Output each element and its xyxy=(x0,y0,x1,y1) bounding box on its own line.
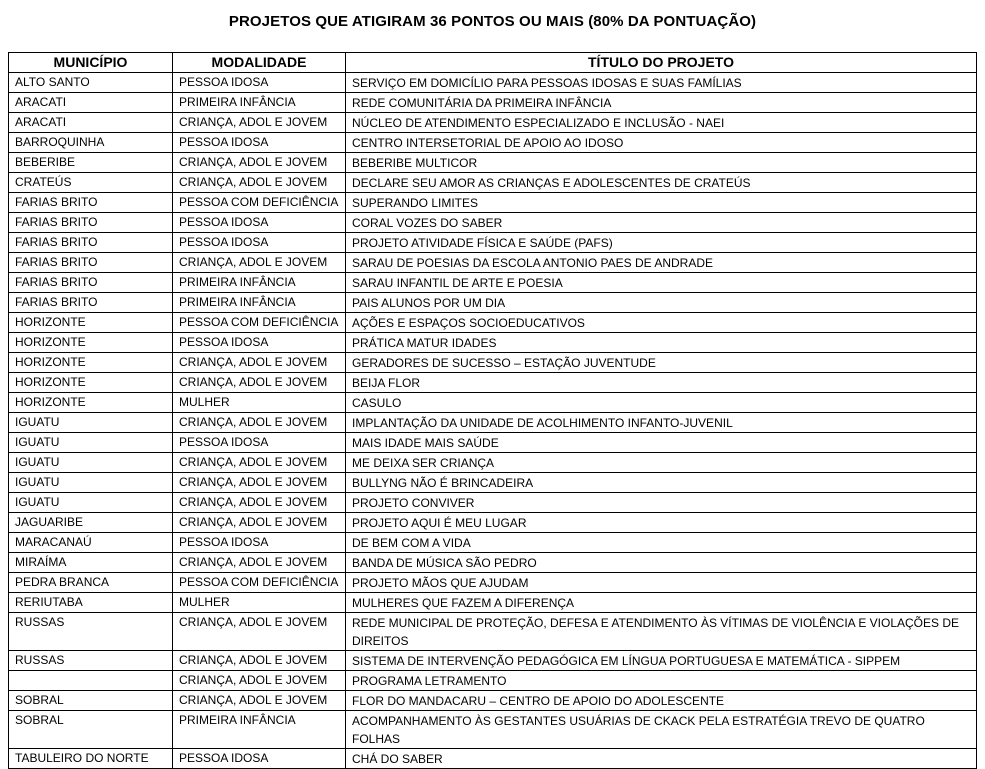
table-row xyxy=(9,593,977,613)
table-row xyxy=(9,533,977,553)
titulo-cell: PAIS ALUNOS POR UM DIA xyxy=(346,293,977,313)
titulo-cell: SERVIÇO EM DOMICÍLIO PARA PESSOAS IDOSAS E SUAS FAMÍLIAS xyxy=(346,73,977,93)
municipio-cell: IGUATU xyxy=(9,493,173,513)
titulo-cell: GERADORES DE SUCESSO – ESTAÇÃO JUVENTUDE xyxy=(346,353,977,373)
modalidade-cell: PESSOA COM DEFICIÊNCIA xyxy=(173,193,346,213)
municipio-cell: HORIZONTE xyxy=(9,333,173,353)
modalidade-cell: PESSOA IDOSA xyxy=(173,73,346,93)
municipio-cell: ARACATI xyxy=(9,113,173,133)
titulo-cell: CENTRO INTERSETORIAL DE APOIO AO IDOSO xyxy=(346,133,977,153)
modalidade-cell: PRIMEIRA INFÂNCIA xyxy=(173,711,346,749)
table-row xyxy=(9,553,977,573)
municipio-cell: ALTO SANTO xyxy=(9,73,173,93)
municipio-cell: FARIAS BRITO xyxy=(9,253,173,273)
table-row xyxy=(9,671,977,691)
titulo-cell: CHÁ DO SABER xyxy=(346,749,977,769)
municipio-cell: BEBERIBE xyxy=(9,153,173,173)
titulo-cell: PROJETO ATIVIDADE FÍSICA E SAÚDE (PAFS) xyxy=(346,233,977,253)
titulo-cell: BANDA DE MÚSICA SÃO PEDRO xyxy=(346,553,977,573)
municipio-cell: HORIZONTE xyxy=(9,313,173,333)
header-modalidade: MODALIDADE xyxy=(173,53,346,73)
titulo-cell: BEIJA FLOR xyxy=(346,373,977,393)
titulo-cell: DE BEM COM A VIDA xyxy=(346,533,977,553)
titulo-cell: SISTEMA DE INTERVENÇÃO PEDAGÓGICA EM LÍNGUA PORTUGUESA E MATEMÁTICA - SIPPEM xyxy=(346,651,977,671)
table-row xyxy=(9,313,977,333)
modalidade-cell: CRIANÇA, ADOL E JOVEM xyxy=(173,553,346,573)
municipio-cell: BARROQUINHA xyxy=(9,133,173,153)
table-row xyxy=(9,253,977,273)
modalidade-cell: PRIMEIRA INFÂNCIA xyxy=(173,293,346,313)
page-title: PROJETOS QUE ATIGIRAM 36 PONTOS OU MAIS (80% DA PONTUAÇÃO) xyxy=(228,13,757,30)
titulo-cell: PROJETO MÃOS QUE AJUDAM xyxy=(346,573,977,593)
modalidade-cell: CRIANÇA, ADOL E JOVEM xyxy=(173,373,346,393)
modalidade-cell: CRIANÇA, ADOL E JOVEM xyxy=(173,113,346,133)
modalidade-cell: PESSOA IDOSA xyxy=(173,213,346,233)
table-row xyxy=(9,293,977,313)
modalidade-cell: PESSOA IDOSA xyxy=(173,433,346,453)
table-row xyxy=(9,193,977,213)
municipio-cell: HORIZONTE xyxy=(9,393,173,413)
table-row xyxy=(9,273,977,293)
modalidade-cell: CRIANÇA, ADOL E JOVEM xyxy=(173,473,346,493)
municipio-cell: PEDRA BRANCA xyxy=(9,573,173,593)
titulo-cell: PROJETO CONVIVER xyxy=(346,493,977,513)
modalidade-cell: CRIANÇA, ADOL E JOVEM xyxy=(173,691,346,711)
modalidade-cell: PESSOA IDOSA xyxy=(173,133,346,153)
titulo-cell: SARAU INFANTIL DE ARTE E POESIA xyxy=(346,273,977,293)
titulo-cell: BULLYNG NÃO É BRINCADEIRA xyxy=(346,473,977,493)
modalidade-cell: CRIANÇA, ADOL E JOVEM xyxy=(173,173,346,193)
table-row xyxy=(9,373,977,393)
municipio-cell: CRATEÚS xyxy=(9,173,173,193)
titulo-cell: ME DEIXA SER CRIANÇA xyxy=(346,453,977,473)
titulo-cell: FLOR DO MANDACARU – CENTRO DE APOIO DO ADOLESCENTE xyxy=(346,691,977,711)
modalidade-cell: CRIANÇA, ADOL E JOVEM xyxy=(173,413,346,433)
table-row xyxy=(9,651,977,671)
modalidade-cell: CRIANÇA, ADOL E JOVEM xyxy=(173,651,346,671)
modalidade-cell: PRIMEIRA INFÂNCIA xyxy=(173,273,346,293)
modalidade-cell: CRIANÇA, ADOL E JOVEM xyxy=(173,453,346,473)
municipio-cell: SOBRAL xyxy=(9,711,173,749)
municipio-cell: IGUATU xyxy=(9,413,173,433)
modalidade-cell: PESSOA IDOSA xyxy=(173,533,346,553)
table-row xyxy=(9,113,977,133)
titulo-cell: DECLARE SEU AMOR AS CRIANÇAS E ADOLESCENTES DE CRATEÚS xyxy=(346,173,977,193)
municipio-cell: TABULEIRO DO NORTE xyxy=(9,749,173,769)
table-row xyxy=(9,513,977,533)
municipio-cell: RUSSAS xyxy=(9,613,173,651)
municipio-cell: ARACATI xyxy=(9,93,173,113)
modalidade-cell: PRIMEIRA INFÂNCIA xyxy=(173,93,346,113)
municipio-cell: HORIZONTE xyxy=(9,373,173,393)
titulo-cell: MULHERES QUE FAZEM A DIFERENÇA xyxy=(346,593,977,613)
modalidade-cell: CRIANÇA, ADOL E JOVEM xyxy=(173,513,346,533)
table-row xyxy=(9,691,977,711)
modalidade-cell: MULHER xyxy=(173,393,346,413)
table-row xyxy=(9,353,977,373)
municipio-cell: FARIAS BRITO xyxy=(9,213,173,233)
modalidade-cell: MULHER xyxy=(173,593,346,613)
titulo-cell: NÚCLEO DE ATENDIMENTO ESPECIALIZADO E INCLUSÃO - NAEI xyxy=(346,113,977,133)
municipio-cell: FARIAS BRITO xyxy=(9,233,173,253)
table-row xyxy=(9,473,977,493)
table-row xyxy=(9,613,977,651)
titulo-cell: PROJETO AQUI É MEU LUGAR xyxy=(346,513,977,533)
titulo-cell: SARAU DE POESIAS DA ESCOLA ANTONIO PAES DE ANDRADE xyxy=(346,253,977,273)
table-row xyxy=(9,433,977,453)
municipio-cell: IGUATU xyxy=(9,453,173,473)
titulo-cell: PROGRAMA LETRAMENTO xyxy=(346,671,977,691)
table-row xyxy=(9,749,977,769)
modalidade-cell: PESSOA IDOSA xyxy=(173,749,346,769)
municipio-cell: IGUATU xyxy=(9,433,173,453)
modalidade-cell: CRIANÇA, ADOL E JOVEM xyxy=(173,253,346,273)
municipio-cell: RUSSAS xyxy=(9,651,173,671)
titulo-cell: REDE COMUNITÁRIA DA PRIMEIRA INFÂNCIA xyxy=(346,93,977,113)
table-row xyxy=(9,213,977,233)
municipio-cell: JAGUARIBE xyxy=(9,513,173,533)
titulo-cell: ACOMPANHAMENTO ÀS GESTANTES USUÁRIAS DE CKACK PELA ESTRATÉGIA TREVO DE QUATRO FOLHAS xyxy=(346,711,977,749)
modalidade-cell: PESSOA IDOSA xyxy=(173,333,346,353)
table-row xyxy=(9,393,977,413)
table-row xyxy=(9,493,977,513)
header-municipio: MUNICÍPIO xyxy=(9,53,173,73)
municipio-cell xyxy=(9,671,173,691)
titulo-cell: IMPLANTAÇÃO DA UNIDADE DE ACOLHIMENTO INFANTO-JUVENIL xyxy=(346,413,977,433)
table-row xyxy=(9,173,977,193)
modalidade-cell: CRIANÇA, ADOL E JOVEM xyxy=(173,493,346,513)
table-row xyxy=(9,453,977,473)
titulo-cell: AÇÕES E ESPAÇOS SOCIOEDUCATIVOS xyxy=(346,313,977,333)
municipio-cell: FARIAS BRITO xyxy=(9,273,173,293)
table-row xyxy=(9,133,977,153)
modalidade-cell: PESSOA COM DEFICIÊNCIA xyxy=(173,573,346,593)
municipio-cell: IGUATU xyxy=(9,473,173,493)
modalidade-cell: PESSOA COM DEFICIÊNCIA xyxy=(173,313,346,333)
modalidade-cell: PESSOA IDOSA xyxy=(173,233,346,253)
titulo-cell: MAIS IDADE MAIS SAÚDE xyxy=(346,433,977,453)
titulo-cell: REDE MUNICIPAL DE PROTEÇÃO, DEFESA E ATENDIMENTO ÀS VÍTIMAS DE VIOLÊNCIA E VIOLAÇÕES DE DIREITOS xyxy=(346,613,977,651)
titulo-cell: SUPERANDO LIMITES xyxy=(346,193,977,213)
municipio-cell: HORIZONTE xyxy=(9,353,173,373)
titulo-cell: CORAL VOZES DO SABER xyxy=(346,213,977,233)
municipio-cell: FARIAS BRITO xyxy=(9,293,173,313)
titulo-cell: CASULO xyxy=(346,393,977,413)
table-row xyxy=(9,233,977,253)
projects-table xyxy=(8,52,977,769)
table-row xyxy=(9,711,977,749)
municipio-cell: MARACANAÚ xyxy=(9,533,173,553)
municipio-cell: MIRAÍMA xyxy=(9,553,173,573)
table-row xyxy=(9,413,977,433)
municipio-cell: SOBRAL xyxy=(9,691,173,711)
header-titulo: TÍTULO DO PROJETO xyxy=(346,53,977,73)
table-row xyxy=(9,333,977,353)
table-row xyxy=(9,93,977,113)
modalidade-cell: CRIANÇA, ADOL E JOVEM xyxy=(173,153,346,173)
municipio-cell: RERIUTABA xyxy=(9,593,173,613)
table-row xyxy=(9,573,977,593)
modalidade-cell: CRIANÇA, ADOL E JOVEM xyxy=(173,671,346,691)
modalidade-cell: CRIANÇA, ADOL E JOVEM xyxy=(173,353,346,373)
municipio-cell: FARIAS BRITO xyxy=(9,193,173,213)
modalidade-cell: CRIANÇA, ADOL E JOVEM xyxy=(173,613,346,651)
titulo-cell: PRÁTICA MATUR IDADES xyxy=(346,333,977,353)
table-row xyxy=(9,153,977,173)
titulo-cell: BEBERIBE MULTICOR xyxy=(346,153,977,173)
table-header-row xyxy=(9,53,977,73)
table-row xyxy=(9,73,977,93)
